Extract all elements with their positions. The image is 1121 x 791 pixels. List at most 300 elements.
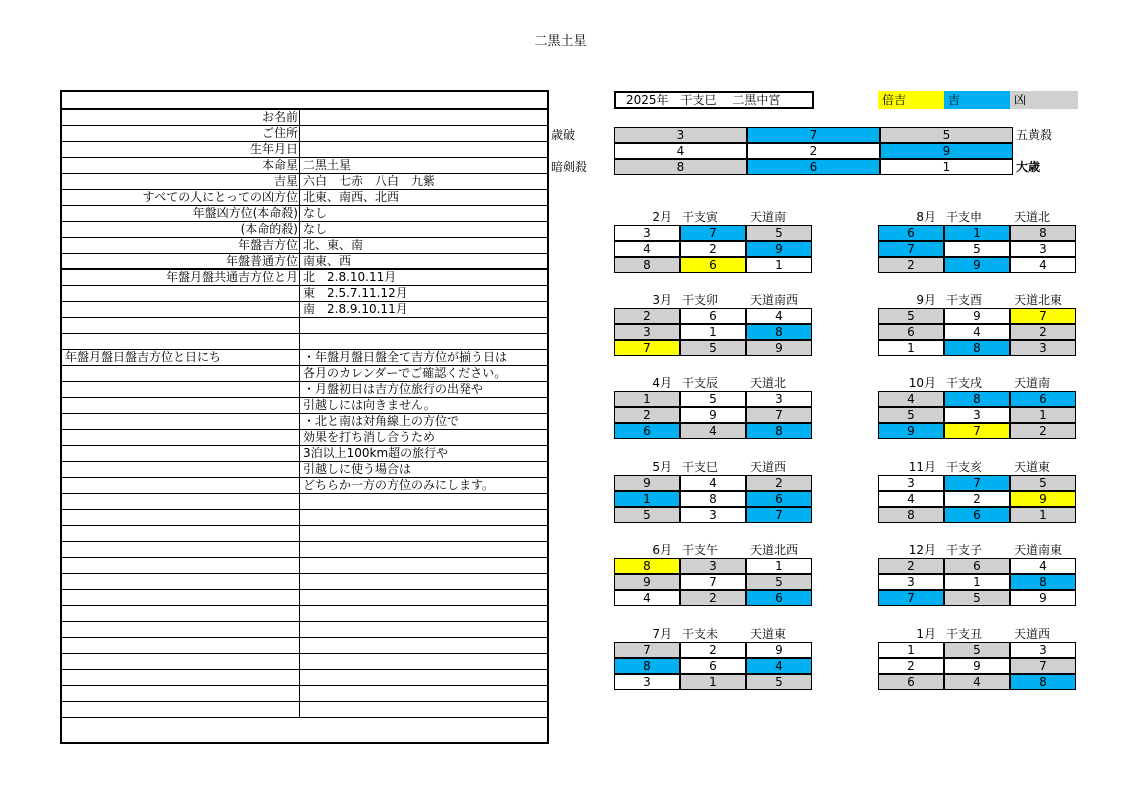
legend-unlucky-label: 凶: [1014, 93, 1027, 107]
month-cell: 3: [680, 507, 746, 523]
month-cell: 3: [614, 324, 680, 340]
month-cell: 4: [1010, 558, 1076, 574]
profile-row-label: [62, 558, 300, 573]
month-cell: 6: [680, 308, 746, 324]
profile-row: [62, 334, 547, 350]
month-cell: 9: [944, 257, 1010, 273]
month-board: [878, 209, 1078, 273]
month-board-row: [878, 475, 1078, 491]
legend-lucky: [944, 91, 1010, 109]
month-cell: 7: [680, 574, 746, 590]
month-board-row: [614, 642, 814, 658]
month-cell: 2: [680, 642, 746, 658]
month-tendo: 天道北東: [1014, 293, 1063, 307]
month-cell: 6: [746, 491, 812, 507]
profile-row-label: [62, 318, 300, 333]
profile-row-value: 引越しに使う場合は: [303, 462, 412, 476]
month-eto: 干支戌: [946, 376, 983, 390]
profile-row-value: なし: [303, 206, 328, 220]
month-board-row: [614, 507, 814, 523]
month-cell: 8: [1010, 574, 1076, 590]
month-cell: 8: [614, 658, 680, 674]
profile-row-label: [62, 366, 300, 381]
annual-row: [614, 127, 1014, 143]
month-eto: 干支子: [946, 543, 983, 557]
month-cell: 9: [1010, 491, 1076, 507]
month-cell: 8: [614, 257, 680, 273]
month-cell: 4: [944, 674, 1010, 690]
month-cell: 8: [944, 340, 1010, 356]
profile-row-label: [62, 670, 300, 685]
month-cell: 4: [944, 324, 1010, 340]
month-cell: 1: [614, 491, 680, 507]
annual-cell: 8: [614, 159, 747, 175]
month-board-header: [614, 375, 814, 391]
profile-row: [62, 350, 547, 366]
month-eto: 干支酉: [946, 293, 983, 307]
month-label: 10月: [908, 376, 936, 390]
month-board-row: [878, 241, 1078, 257]
profile-row-value: [300, 702, 547, 717]
profile-row: [62, 174, 547, 190]
month-board-row: [878, 407, 1078, 423]
profile-row: [62, 494, 547, 510]
month-cell: 1: [878, 642, 944, 658]
month-board-row: [614, 225, 814, 241]
month-tendo: 天道北: [1014, 210, 1051, 224]
profile-row-label: [62, 382, 300, 397]
profile-row: [62, 622, 547, 638]
month-board-row: [878, 642, 1078, 658]
profile-row-value: [300, 622, 547, 637]
month-label: 6月: [652, 543, 672, 557]
profile-row-value: [300, 606, 547, 621]
month-cell: 3: [1010, 241, 1076, 257]
legend-lucky-label: 吉: [948, 93, 961, 107]
annual-right-label: 大歳: [1016, 160, 1041, 174]
month-cell: 9: [944, 308, 1010, 324]
month-cell: 9: [944, 658, 1010, 674]
profile-row-label: [62, 430, 300, 445]
month-board-row: [614, 308, 814, 324]
profile-row: [62, 286, 547, 302]
month-cell: 4: [614, 241, 680, 257]
month-cell: 2: [680, 241, 746, 257]
page-title: 二黒土星: [534, 34, 587, 49]
month-board-row: [878, 340, 1078, 356]
month-cell: 9: [614, 574, 680, 590]
month-board-row: [878, 308, 1078, 324]
profile-row: [62, 670, 547, 686]
profile-row-label: [62, 334, 300, 349]
month-cell: 7: [878, 241, 944, 257]
month-cell: 7: [944, 475, 1010, 491]
month-cell: 1: [878, 340, 944, 356]
annual-row: [614, 143, 1014, 159]
profile-row-label: 本命星: [62, 158, 300, 173]
month-eto: 干支卯: [682, 293, 719, 307]
month-cell: 7: [614, 642, 680, 658]
profile-row-label: [62, 462, 300, 477]
profile-row: [62, 702, 547, 718]
month-board-row: [614, 658, 814, 674]
profile-row: [62, 462, 547, 478]
profile-row-label: [62, 510, 300, 525]
month-cell: 5: [1010, 475, 1076, 491]
annual-row: [614, 159, 1014, 175]
month-cell: 6: [944, 558, 1010, 574]
month-board-row: [878, 324, 1078, 340]
profile-row: [62, 574, 547, 590]
month-cell: 8: [614, 558, 680, 574]
profile-row-value: どちらか一方の方位のみにします。: [303, 478, 495, 492]
month-board: [614, 375, 814, 439]
month-label: 2月: [652, 210, 672, 224]
profile-row-value: 北東、南西、北西: [303, 190, 400, 204]
profile-row-label: 生年月日: [62, 142, 300, 157]
month-cell: 5: [944, 590, 1010, 606]
month-tendo: 天道北: [750, 376, 787, 390]
month-cell: 1: [680, 674, 746, 690]
month-cell: 2: [1010, 423, 1076, 439]
month-cell: 2: [944, 491, 1010, 507]
month-cell: 3: [614, 225, 680, 241]
month-board: [878, 542, 1078, 606]
month-cell: 3: [878, 574, 944, 590]
profile-row: [62, 206, 547, 222]
month-eto: 干支亥: [946, 460, 983, 474]
profile-row-label: [62, 574, 300, 589]
profile-row-value: [300, 510, 547, 525]
month-cell: 7: [614, 340, 680, 356]
month-board-row: [614, 391, 814, 407]
profile-row: [62, 318, 547, 334]
month-cell: 6: [614, 423, 680, 439]
month-cell: 3: [1010, 340, 1076, 356]
annual-cell: 1: [880, 159, 1013, 175]
month-board-header: [878, 375, 1078, 391]
profile-row: [62, 526, 547, 542]
month-board: [878, 459, 1078, 523]
profile-row-label: [62, 446, 300, 461]
month-cell: 7: [746, 507, 812, 523]
month-board-header: [614, 209, 814, 225]
month-cell: 7: [878, 590, 944, 606]
month-cell: 1: [680, 324, 746, 340]
profile-row-value: [300, 542, 547, 557]
profile-row-label: [62, 526, 300, 541]
profile-row: [62, 110, 547, 126]
profile-row: [62, 542, 547, 558]
month-tendo: 天道東: [1014, 460, 1051, 474]
month-cell: 7: [1010, 658, 1076, 674]
month-board: [614, 459, 814, 523]
month-board-row: [878, 225, 1078, 241]
month-board-row: [878, 558, 1078, 574]
profile-row-label: [62, 398, 300, 413]
month-eto: 干支辰: [682, 376, 719, 390]
profile-row: [62, 126, 547, 142]
month-board-row: [614, 475, 814, 491]
annual-cell: 5: [880, 127, 1013, 143]
profile-row: [62, 254, 547, 270]
month-cell: 2: [878, 658, 944, 674]
month-tendo: 天道西: [1014, 627, 1051, 641]
profile-row-value: ・北と南は対角線上の方位で: [303, 414, 460, 428]
profile-row-value: 引越しには向きません。: [303, 398, 436, 412]
month-board-row: [878, 590, 1078, 606]
month-label: 1月: [916, 627, 936, 641]
month-cell: 4: [680, 423, 746, 439]
month-label: 12月: [908, 543, 936, 557]
profile-row-value: 六白 七赤 八白 九紫: [303, 174, 436, 188]
profile-row-label: 年盤月盤日盤吉方位と日にち: [62, 350, 300, 365]
legend-unlucky: [1010, 91, 1078, 109]
month-cell: 3: [1010, 642, 1076, 658]
month-cell: 5: [746, 674, 812, 690]
annual-cell: 4: [614, 143, 747, 159]
profile-row-label: [62, 286, 300, 301]
month-cell: 8: [746, 324, 812, 340]
month-board: [614, 542, 814, 606]
profile-row-label: [62, 478, 300, 493]
profile-row-label: 吉星: [62, 174, 300, 189]
profile-row-label: [62, 654, 300, 669]
month-cell: 6: [746, 590, 812, 606]
profile-row: [62, 382, 547, 398]
profile-row: [62, 478, 547, 494]
profile-row-label: [62, 414, 300, 429]
profile-row: [62, 510, 547, 526]
month-cell: 5: [680, 340, 746, 356]
month-cell: 5: [944, 642, 1010, 658]
month-cell: 8: [1010, 674, 1076, 690]
annual-left-label: 歳破: [551, 128, 576, 142]
annual-cell: 2: [747, 143, 880, 159]
profile-row-label: [62, 606, 300, 621]
month-board: [878, 375, 1078, 439]
profile-row-value: [300, 670, 547, 685]
profile-row: [62, 638, 547, 654]
month-board: [614, 292, 814, 356]
profile-row-value: 効果を打ち消し合うため: [303, 430, 436, 444]
month-cell: 6: [878, 225, 944, 241]
profile-row: [62, 238, 547, 254]
month-label: 9月: [916, 293, 936, 307]
month-cell: 2: [680, 590, 746, 606]
month-cell: 7: [944, 423, 1010, 439]
month-cell: 1: [746, 257, 812, 273]
profile-row-label: すべての人にとっての凶方位: [62, 190, 300, 205]
profile-row-value: [300, 590, 547, 605]
month-cell: 6: [944, 507, 1010, 523]
month-board-row: [614, 340, 814, 356]
month-cell: 2: [878, 257, 944, 273]
month-board-header: [878, 542, 1078, 558]
month-board-row: [614, 574, 814, 590]
month-cell: 7: [1010, 308, 1076, 324]
month-cell: 4: [1010, 257, 1076, 273]
profile-row: [62, 590, 547, 606]
month-cell: 9: [614, 475, 680, 491]
legend-double-lucky-label: 倍吉: [882, 93, 907, 107]
month-cell: 2: [614, 308, 680, 324]
month-board-header: [614, 626, 814, 642]
month-board-row: [878, 507, 1078, 523]
month-cell: 5: [680, 391, 746, 407]
profile-row-value: ・月盤初日は吉方位旅行の出発や: [303, 382, 484, 396]
month-tendo: 天道西: [750, 460, 787, 474]
profile-row-value: [300, 558, 547, 573]
month-tendo: 天道南東: [1014, 543, 1063, 557]
month-cell: 5: [614, 507, 680, 523]
month-cell: 2: [614, 407, 680, 423]
profile-row: [62, 222, 547, 238]
profile-row-label: (本命的殺): [62, 222, 300, 237]
profile-row-label: 年盤月盤共通吉方位と月: [62, 270, 300, 285]
month-board: [878, 626, 1078, 690]
month-eto: 干支寅: [682, 210, 719, 224]
month-tendo: 天道南西: [750, 293, 799, 307]
month-tendo: 天道東: [750, 627, 787, 641]
profile-row-label: [62, 302, 300, 317]
month-cell: 9: [746, 642, 812, 658]
month-cell: 3: [680, 558, 746, 574]
month-board-header: [614, 542, 814, 558]
month-cell: 8: [746, 423, 812, 439]
profile-table: [60, 90, 549, 744]
month-label: 7月: [652, 627, 672, 641]
month-board-row: [878, 423, 1078, 439]
month-board-row: [878, 674, 1078, 690]
month-board-row: [614, 423, 814, 439]
month-eto: 干支巳: [682, 460, 719, 474]
month-board: [614, 626, 814, 690]
month-cell: 3: [746, 391, 812, 407]
profile-row-value: [300, 318, 547, 333]
month-cell: 8: [944, 391, 1010, 407]
month-tendo: 天道北西: [750, 543, 799, 557]
month-board-header: [878, 626, 1078, 642]
profile-row-label: [62, 494, 300, 509]
month-label: 4月: [652, 376, 672, 390]
month-board-row: [614, 674, 814, 690]
profile-row: [62, 366, 547, 382]
profile-row-value: 南東、西: [303, 254, 352, 268]
profile-row: [62, 302, 547, 318]
month-eto: 干支申: [946, 210, 983, 224]
profile-row-label: [62, 686, 300, 701]
month-board-row: [878, 658, 1078, 674]
profile-row: [62, 558, 547, 574]
month-cell: 8: [878, 507, 944, 523]
profile-row-value: [300, 494, 547, 509]
profile-row-label: 年盤普通方位: [62, 254, 300, 269]
profile-row-value: なし: [303, 222, 328, 236]
month-cell: 1: [944, 574, 1010, 590]
month-board: [878, 292, 1078, 356]
profile-row-value: [300, 574, 547, 589]
legend-double-lucky: [878, 91, 944, 109]
month-board-row: [878, 491, 1078, 507]
month-board-row: [614, 257, 814, 273]
profile-row: [62, 686, 547, 702]
annual-cell: 3: [614, 127, 747, 143]
month-cell: 5: [746, 574, 812, 590]
month-cell: 5: [944, 241, 1010, 257]
profile-row-value: [300, 126, 547, 141]
profile-row-label: [62, 638, 300, 653]
month-cell: 9: [878, 423, 944, 439]
month-tendo: 天道南: [1014, 376, 1051, 390]
annual-left-label: 暗剣殺: [551, 160, 588, 174]
profile-row: [62, 270, 547, 286]
month-cell: 4: [614, 590, 680, 606]
profile-row-label: [62, 542, 300, 557]
month-cell: 7: [746, 407, 812, 423]
profile-row-value: 南 2.8.9.10.11月: [303, 302, 408, 316]
month-cell: 7: [680, 225, 746, 241]
month-label: 3月: [652, 293, 672, 307]
profile-row-value: 二黒土星: [303, 158, 352, 172]
profile-row-value: [300, 638, 547, 653]
annual-cell: 7: [747, 127, 880, 143]
profile-row-value: 3泊以上100km超の旅行や: [303, 446, 449, 460]
month-board-header: [878, 459, 1078, 475]
month-cell: 1: [746, 558, 812, 574]
month-cell: 1: [1010, 507, 1076, 523]
profile-row-label: 年盤凶方位(本命殺): [62, 206, 300, 221]
month-cell: 5: [746, 225, 812, 241]
profile-row-value: [300, 142, 547, 157]
month-cell: 3: [944, 407, 1010, 423]
annual-cell: 9: [880, 143, 1013, 159]
month-cell: 4: [878, 391, 944, 407]
profile-row: [62, 430, 547, 446]
month-cell: 3: [878, 475, 944, 491]
month-eto: 干支丑: [946, 627, 983, 641]
month-cell: 6: [680, 257, 746, 273]
profile-row: [62, 398, 547, 414]
month-cell: 4: [680, 475, 746, 491]
month-board-header: [878, 209, 1078, 225]
month-cell: 3: [614, 674, 680, 690]
profile-row: [62, 142, 547, 158]
profile-row-value: [300, 686, 547, 701]
month-cell: 5: [878, 308, 944, 324]
month-cell: 2: [746, 475, 812, 491]
profile-row-label: [62, 622, 300, 637]
month-board-row: [614, 558, 814, 574]
month-cell: 1: [614, 391, 680, 407]
month-board-row: [878, 574, 1078, 590]
month-cell: 2: [1010, 324, 1076, 340]
month-board-row: [614, 324, 814, 340]
month-board-row: [878, 391, 1078, 407]
profile-row-label: ご住所: [62, 126, 300, 141]
month-cell: 1: [1010, 407, 1076, 423]
month-cell: 9: [1010, 590, 1076, 606]
profile-row-value: 北 2.8.10.11月: [303, 270, 397, 284]
profile-row-value: [300, 526, 547, 541]
profile-row: [62, 654, 547, 670]
month-cell: 6: [1010, 391, 1076, 407]
profile-row-value: [300, 110, 547, 125]
month-cell: 5: [878, 407, 944, 423]
month-cell: 9: [746, 241, 812, 257]
month-board-header: [878, 292, 1078, 308]
profile-row-label: 年盤吉方位: [62, 238, 300, 253]
